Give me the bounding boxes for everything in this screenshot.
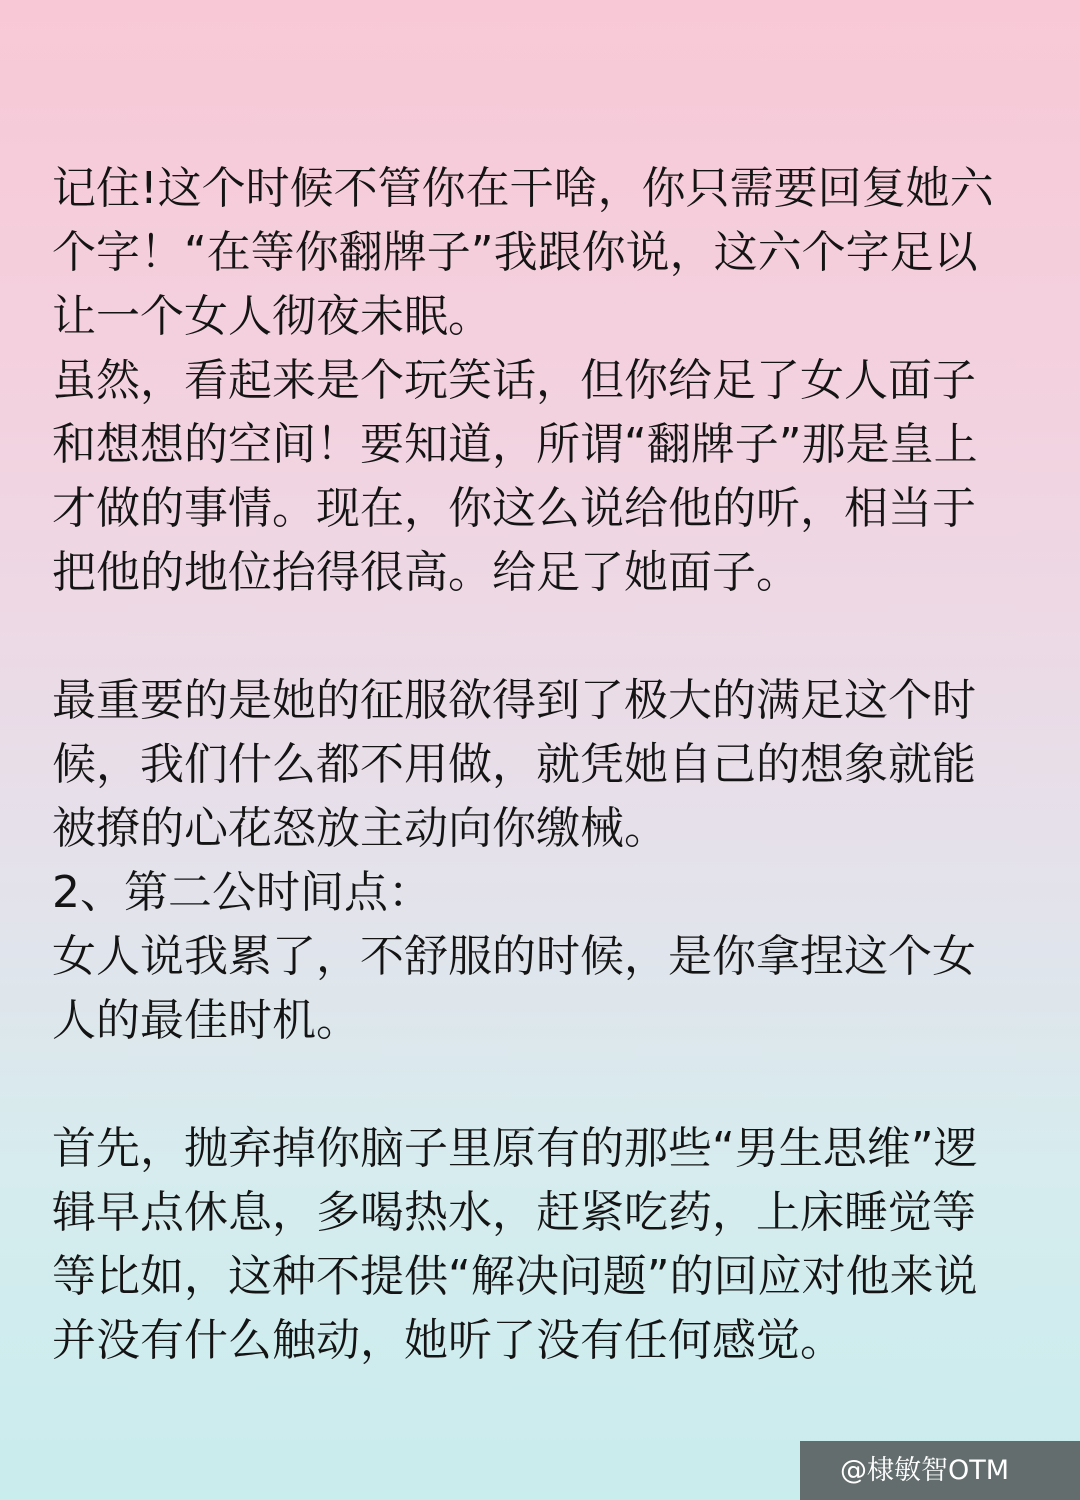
text-line: 记住!这个时候不管你在干啥，你只需要回复她六	[52, 163, 994, 214]
text-line: 2、第二公时间点：	[52, 867, 432, 918]
text-line: 人的最佳时机。	[52, 995, 360, 1046]
article-body	[52, 157, 1037, 1373]
text-line: 辑早点休息，多喝热水，赶紧吃药，上床睡觉等	[52, 1187, 976, 1238]
text-line: 并没有什么触动，她听了没有任何感觉。	[52, 1315, 844, 1366]
text-line: 和想想的空间！要知道，所谓“翻牌子”那是皇上	[52, 419, 978, 470]
text-line: 等比如，这种不提供“解决问题”的回应对他来说	[52, 1251, 978, 1302]
paragraph-5	[52, 1117, 1037, 1373]
text-line: 最重要的是她的征服欲得到了极大的满足这个时	[52, 675, 976, 726]
paragraph-spacer	[52, 1053, 1037, 1117]
text-line: 首先，抛弃掉你脑子里原有的那些“男生思维”逻	[52, 1123, 978, 1174]
paragraph-4	[52, 925, 1037, 1053]
text-line: 让一个女人彻夜未眠。	[52, 291, 492, 342]
text-line: 个字！“在等你翻牌子”我跟你说，这六个字足以	[52, 227, 978, 278]
text-line: 把他的地位抬得很高。给足了她面子。	[52, 547, 800, 598]
text-line: 被撩的心花怒放主动向你缴械。	[52, 803, 668, 854]
paragraph-2	[52, 349, 1037, 605]
section-heading	[52, 861, 1037, 925]
text-line: 候，我们什么都不用做，就凭她自己的想象就能	[52, 739, 976, 790]
text-line: 虽然，看起来是个玩笑话，但你给足了女人面子	[52, 355, 976, 406]
paragraph-3	[52, 669, 1037, 861]
text-line: 才做的事情。现在，你这么说给他的听，相当于	[52, 483, 976, 534]
paragraph-1	[52, 157, 1037, 349]
text-line: 女人说我累了，不舒服的时候，是你拿捏这个女	[52, 931, 976, 982]
paragraph-spacer	[52, 605, 1037, 669]
watermark: @棣敏智OTM	[800, 1441, 1080, 1500]
